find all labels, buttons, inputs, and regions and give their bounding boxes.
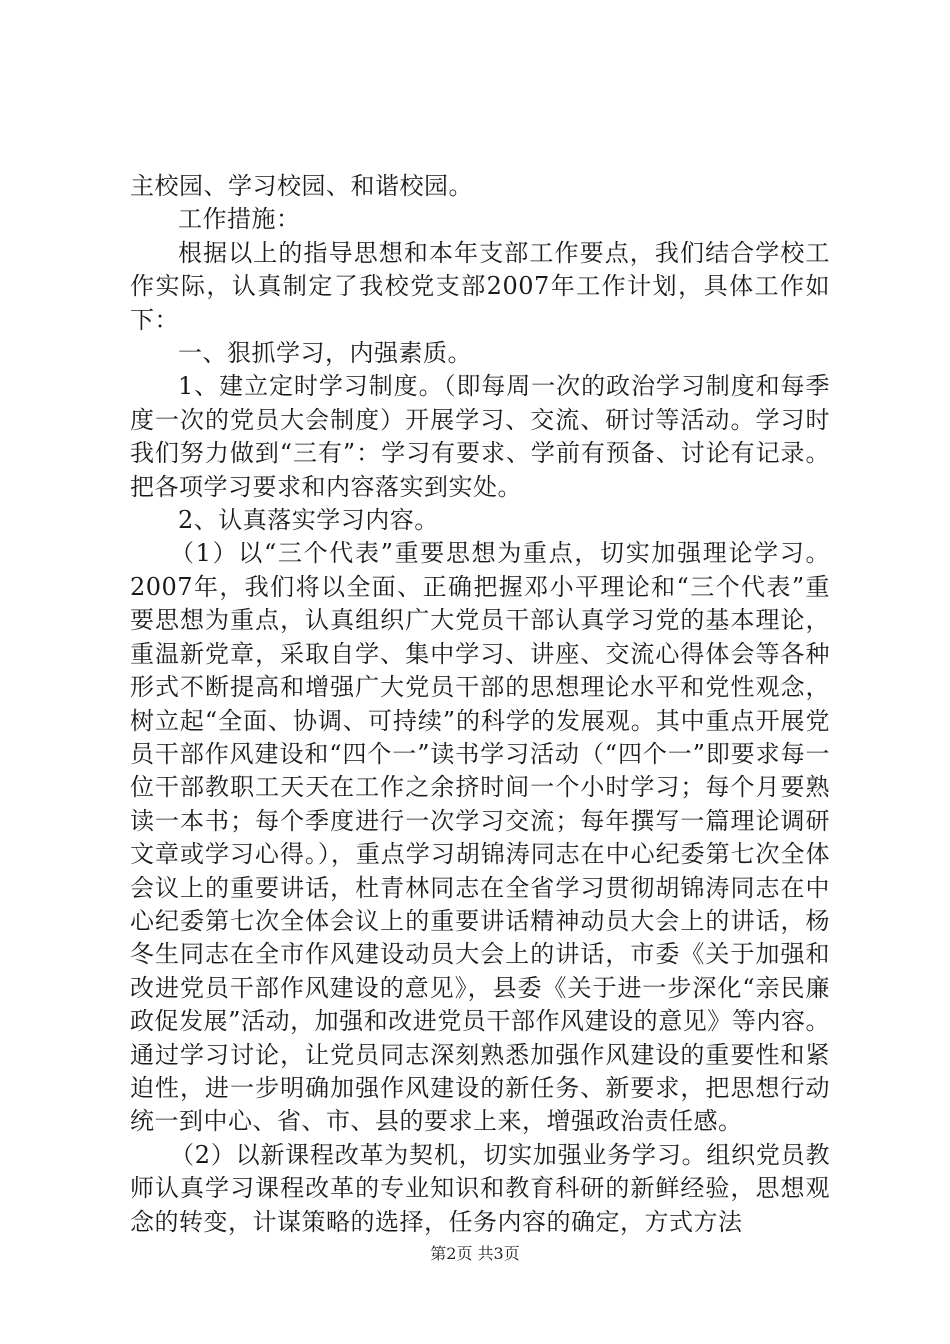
paragraph-subitem-2: （2）以新课程改革为契机，切实加强业务学习。组织党员教师认真学习课程改革的专业知识和教育科研的新鲜经验，思想观念的转变，计谋策略的选择，任务内容的确定，方式方法 (130, 1140, 830, 1236)
paragraph-subitem-1: （1）以“三个代表”重要思想为重点，切实加强理论学习。2007年，我们将以全面、正确把握邓小平理论和“三个代表”重要思想为重点，认真组织广大党员干部认真学习党的基本理论，重温新党章，采取自学、集中学习、讲座、交流心得体会等各种形式不断提高和增强广大党员干部的思想理论水平和党性观念，树立起“全面、协调、可持续”的科学的发展观。其中重点开展党员干部作风建设和“四个一”读书学习活动（“四个一”即要求每一位干部教职工天天在工作之余挤时间一个小时学习；每个月要熟读一本书；每个季度进行一次学习交流；每年撰写一篇理论调研文章或学习心得。），重点学习胡锦涛同志在中心纪委第七次全体会议上的重要讲话，杜青林同志在全省学习贯彻胡锦涛同志在中心纪委第七次全体会议上的重要讲话精神动员大会上的讲话，杨冬生同志在全市作风建设动员大会上的讲话，市委《关于加强和改进党员干部作风建设的意见》，县委《关于进一步深化“亲民廉政促发展”活动，加强和改进党员干部作风建设的意见》等内容。通过学习讨论，让党员同志深刻熟悉加强作风建设的重要性和紧迫性，进一步明确加强作风建设的新任务、新要求，把思想行动统一到中心、省、市、县的要求上来，增强政治责任感。 (130, 539, 830, 1136)
page-footer (0, 1244, 950, 1264)
paragraph-item-2: 2、认真落实学习内容。 (178, 506, 439, 535)
paragraph-measures-heading: 工作措施： (178, 205, 301, 234)
section-heading-study: 一、狠抓学习，内强素质。 (178, 339, 472, 368)
paragraph-continuation: 主校园、学习校园、和谐校园。 (130, 172, 473, 200)
document-body (130, 170, 830, 1239)
paragraph-intro: 根据以上的指导思想和本年支部工作要点，我们结合学校工作实际，认真制定了我校党支部2007年工作计划，具体工作如下： (130, 238, 830, 334)
page-number-label: 第2页 共3页 (430, 1244, 520, 1263)
paragraph-item-1: 1、建立定时学习制度。（即每周一次的政治学习制度和每季度一次的党员大会制度）开展学习、交流、研讨等活动。学习时我们努力做到“三有”：学习有要求、学前有预备、讨论有记录。把各项学习要求和内容落实到实处。 (130, 372, 830, 501)
